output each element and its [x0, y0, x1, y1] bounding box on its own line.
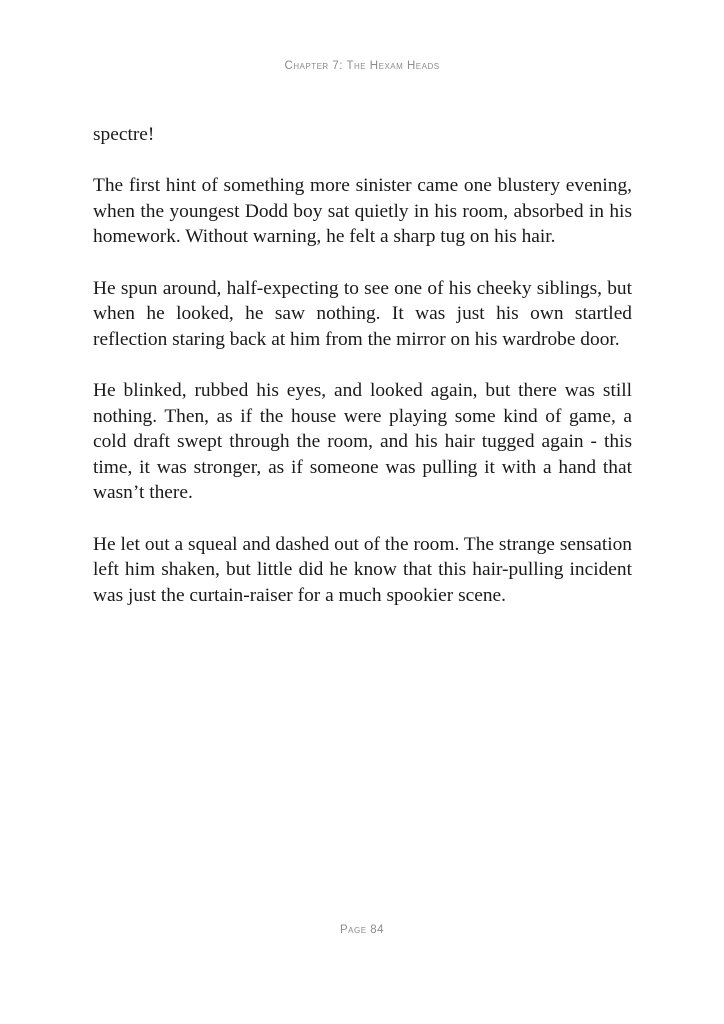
paragraph: He spun around, half-expecting to see one of his cheeky siblings, but when he looked, he saw nothing. It was just his own startled reflection staring back at him from the mirror on his wardrobe door. — [93, 277, 632, 350]
paragraph: He blinked, rubbed his eyes, and looked again, but there was still nothing. Then, as if the house were playing some kind of game, a cold draft swept through the room, and his hair tugged again - this time, it was stronger, as if someone was pulling it with a hand that wasn’t there. — [93, 379, 632, 504]
paragraph: spectre! — [93, 124, 155, 145]
chapter-header: Chapter 7: The Hexam Heads — [284, 60, 440, 72]
paragraph: He let out a squeal and dashed out of the room. The strange sensation left him shaken, but little did he know that this hair-pulling incident was just the curtain-raiser for a much spookier scene. — [93, 533, 632, 606]
body-text — [93, 122, 632, 634]
page-number: Page 84 — [339, 924, 385, 936]
paragraph: The first hint of something more sinister came one blustery evening, when the youngest Dodd boy sat quietly in his room, absorbed in his homework. Without warning, he felt a sharp tug on his hair. — [93, 175, 632, 248]
